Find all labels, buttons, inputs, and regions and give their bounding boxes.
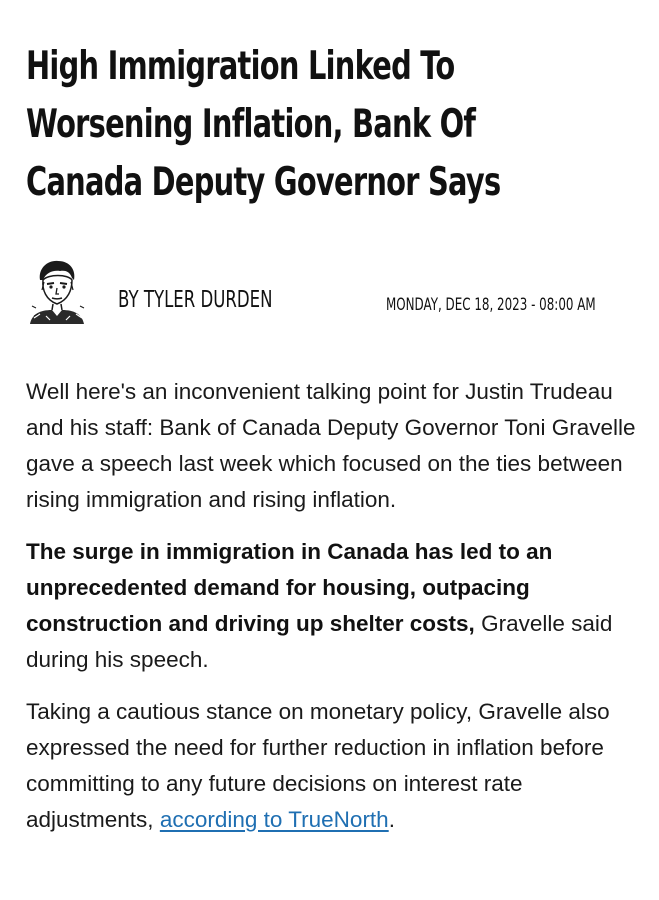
- publish-date: MONDAY, DEC 18, 2023 - 08:00 AM: [386, 295, 596, 315]
- paragraph-1: [26, 374, 638, 518]
- paragraph-3-period: .: [388, 807, 395, 832]
- paragraph-2-attribution: Gravelle said during his speech.: [26, 611, 613, 672]
- author-name[interactable]: BY TYLER DURDEN: [118, 287, 273, 313]
- truenorth-link[interactable]: according to TrueNorth: [159, 807, 389, 832]
- article-headline: [26, 38, 618, 212]
- paragraph-1-text: Well here's an inconvenient talking point for Justin Trudeau and his staff: Bank of Canada Deputy Governor Toni Gravelle gave a speech last week which focused on the ties between rising immigration and rising inflation.: [26, 379, 636, 512]
- headline-line-1: High Immigration Linked To: [26, 44, 455, 89]
- paragraph-3-text: Taking a cautious stance on monetary policy, Gravelle also expressed the need for further reduction in inflation before committing to any future decisions on interest rate adjustments,: [26, 699, 610, 832]
- paragraph-3: [26, 694, 638, 838]
- author-avatar-icon[interactable]: [26, 258, 88, 324]
- byline: [26, 258, 638, 328]
- article-body: [26, 374, 638, 854]
- avatar-illustration: [26, 258, 88, 324]
- paragraph-2: [26, 534, 638, 678]
- paragraph-2-quote: The surge in immigration in Canada has led to an unprecedented demand for housing, outpacing construction and driving up shelter costs,: [26, 539, 553, 636]
- headline-line-3: Canada Deputy Governor Says: [26, 160, 501, 205]
- headline-line-2: Worsening Inflation, Bank Of: [26, 102, 476, 147]
